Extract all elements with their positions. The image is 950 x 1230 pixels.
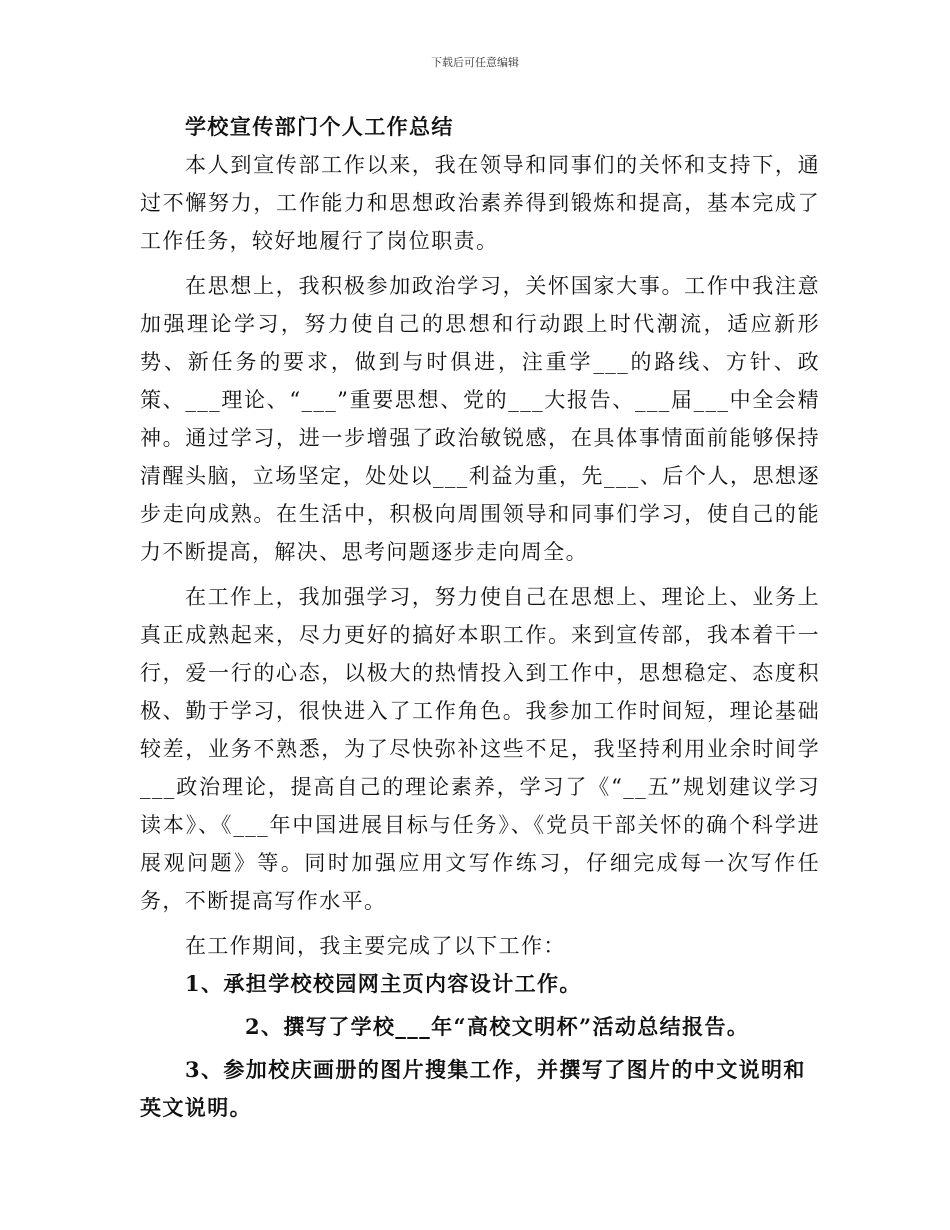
paragraph-ideology: 在思想上，我积极参加政治学习，关怀国家大事。工作中我注意加强理论学习，努力使自己的思想和行动跟上时代潮流，适应新形势、新任务的要求，做到与时俱进，注重学___的路线、方针、政策、___理论、“___”重要思想、党的___大报告、___届___中全会精神。通过学习，进一步增强了政治敏锐感，在具体事情面前能够保持清醒头脑，立场坚定，处处以___利益为重，先___、后个人，思想逐步走向成熟。在生活中，积极向周围领导和同事们学习，使自己的能力不断提高，解决、思考问题逐步走向周全。	[140, 274, 820, 564]
list-item: 2、撰写了学校___年“高校文明杯”活动总结报告。	[245, 1014, 750, 1039]
page-header-note: 下载后可任意编辑	[431, 56, 519, 69]
list-item: 1、承担学校校园网主页内容设计工作。	[185, 971, 582, 996]
paragraph-work-list-intro: 在工作期间，我主要完成了以下工作：	[185, 934, 566, 958]
list-item: 3、参加校庆画册的图片搜集工作，并撰写了图片的中文说明和英文说明。	[140, 1057, 806, 1120]
document-body	[140, 108, 820, 1127]
paragraph-work: 在工作上，我加强学习，努力使自己在思想上、理论上、业务上真正成熟起来，尽力更好的搞好本职工作。来到宣传部，我本着干一行，爱一行的心态，以极大的热情投入到工作中，思想稳定、态度积极、勤于学习，很快进入了工作角色。我参加工作时间短，理论基础较差，业务不熟悉，为了尽快弥补这些不足，我坚持利用业余时间学___政治理论，提高自己的理论素养，学习了《“__五”规划建议学习读本》、《___年中国进展目标与任务》、《党员干部关怀的确个科学进展观问题》等。同时加强应用文写作练习，仔细完成每一次写作任务，不断提高写作水平。	[140, 585, 820, 913]
document-title: 学校宣传部门个人工作总结	[185, 114, 454, 139]
paragraph-intro: 本人到宣传部工作以来，我在领导和同事们的关怀和支持下，通过不懈努力，工作能力和思想政治素养得到锻炼和提高，基本完成了工作任务，较好地履行了岗位职责。	[140, 153, 820, 253]
